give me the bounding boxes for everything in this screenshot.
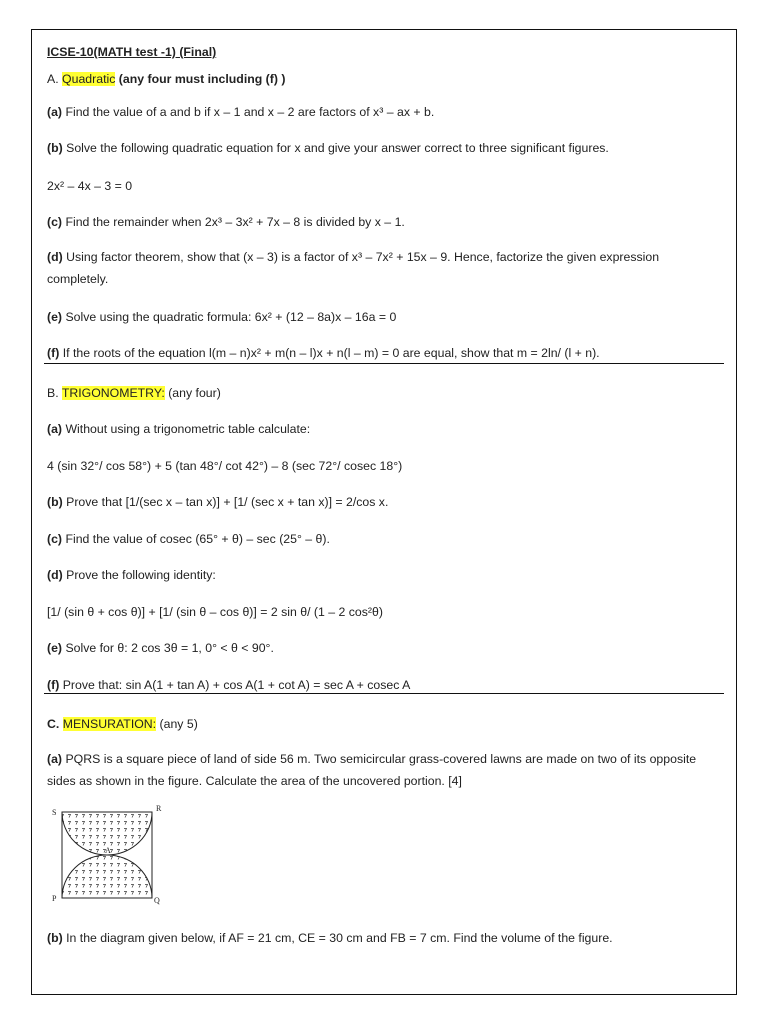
question-label: (f) [47,346,60,360]
question-label: (b) [47,141,63,155]
question-c-b [47,930,613,946]
question-label: (b) [47,495,63,509]
question-a-c [47,214,405,230]
question-a-d [47,246,715,290]
section-c-prefix: C. [47,717,60,731]
question-label: (a) [47,422,63,436]
question-c-a [47,748,715,792]
question-text: If the roots of the equation l(m – n)x² + m(n – l)x + n(l – m) = 0 are equal, show that m = 2ln/ (l + n). [62,346,600,360]
section-b-heading [47,385,221,401]
question-text: Prove that: sin A(1 + tan A) + cos A(1 + cot A) = sec A + cosec A [62,678,411,692]
section-a-instruction: (any four must including (f) ) [118,72,286,86]
section-divider [44,363,724,364]
section-c-name: MENSURATION: [62,717,157,731]
question-label: (e) [47,641,63,655]
question-label: (d) [47,250,63,264]
question-text: Find the value of a and b if x – 1 and x – 2 are factors of x³ – ax + b. [65,105,435,119]
question-text: In the diagram given below, if AF = 21 cm, CE = 30 cm and FB = 7 cm. Find the volume of the figure. [66,931,613,945]
expression: [1/ (sin θ + cos θ)] + [1/ (sin θ – cos θ)] = 2 sin θ/ (1 – 2 cos²θ) [47,605,383,619]
vertex-label-q: Q [154,896,160,905]
pqrs-diagram [52,806,164,906]
question-text: Solve the following quadratic equation for x and give your answer correct to three significant figures. [66,141,609,155]
question-a-a [47,104,434,120]
question-a-e [47,309,396,325]
question-text: Solve using the quadratic formula: 6x² + (12 – 8a)x – 16a = 0 [65,310,397,324]
question-label: (b) [47,931,63,945]
question-text: PQRS is a square piece of land of side 56 m. Two semicircular grass-covered lawns are made on two of its opposite sides as shown in the figure. Calculate the area of the uncovered portion. [4] [47,752,697,788]
question-b-e [47,640,274,656]
question-text: Find the remainder when 2x³ – 3x² + 7x – 8 is divided by x – 1. [65,215,405,229]
question-label: (c) [47,215,63,229]
section-b-instruction: (any four) [168,386,221,400]
section-b-name: TRIGONOMETRY: [61,386,165,400]
question-label: (c) [47,532,63,546]
vertex-label-p: P [52,894,57,903]
question-label: (a) [47,752,63,766]
section-c-heading [47,716,198,732]
section-divider [44,693,724,694]
question-label: (a) [47,105,63,119]
question-b-d [47,567,216,583]
question-text: Prove that [1/(sec x – tan x)] + [1/ (sec x + tan x)] = 2/cos x. [66,495,389,509]
vertex-label-r: R [156,804,162,813]
expression: 4 (sin 32°/ cos 58°) + 5 (tan 48°/ cot 42°) – 8 (sec 72°/ cosec 18°) [47,459,403,473]
pqrs-figure [52,806,164,906]
section-a-heading [47,71,285,87]
question-b-f [47,677,410,693]
question-text: Without using a trigonometric table calculate: [65,422,311,436]
question-label: (e) [47,310,63,324]
section-c-instruction: (any 5) [159,717,198,731]
section-a-prefix: A. [47,72,59,86]
question-text: Solve for θ: 2 cos 3θ = 1, 0° < θ < 90°. [65,641,274,655]
question-label: (f) [47,678,60,692]
question-text: Find the value of cosec (65° + θ) – sec (25° – θ). [65,532,330,546]
vertex-label-s: S [52,808,57,817]
section-b-prefix: B. [47,386,59,400]
section-a-name: Quadratic [62,72,116,86]
question-a-f [47,345,600,361]
question-b-b [47,494,388,510]
page-title: ICSE-10(MATH test -1) (Final) [47,45,217,59]
question-b-a [47,421,310,437]
question-text: Using factor theorem, show that (x – 3) is a factor of x³ – 7x² + 15x – 9. Hence, factorize the given expression completely. [47,250,660,286]
question-text: Prove the following identity: [66,568,216,582]
equation: 2x² – 4x – 3 = 0 [47,179,133,193]
question-a-b [47,140,609,156]
question-label: (d) [47,568,63,582]
question-b-c [47,531,330,547]
point-label-a: A [105,846,111,855]
